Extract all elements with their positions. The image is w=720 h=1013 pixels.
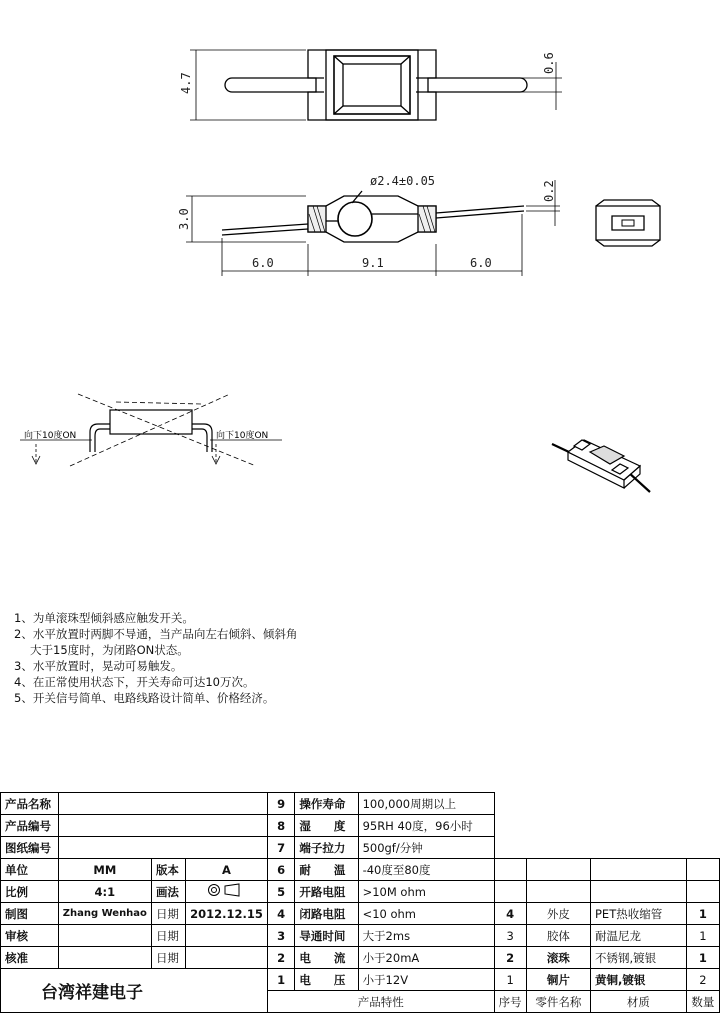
top-window-inner: [343, 64, 401, 106]
projection-symbol: [186, 881, 268, 903]
top-body-outline: [308, 50, 436, 120]
row-8: [1, 815, 720, 837]
side-view: [222, 191, 524, 242]
part-qty: 2: [686, 969, 719, 991]
side-ball: [338, 202, 372, 236]
property-value: 小于20mA: [358, 947, 494, 969]
property-value: -40度至80度: [358, 859, 494, 881]
drawing-number-label: 图纸编号: [1, 837, 59, 859]
product-number-label: 产品编号: [1, 815, 59, 837]
dim-lead-thick-side: 0.2: [542, 180, 556, 202]
parts-header-qty: 数量: [686, 991, 719, 1013]
unit-label: 单位: [1, 859, 59, 881]
note-5: 5、开关信号简单、电路线路设计简单、价格经济。: [14, 691, 275, 705]
dim-body-length: 9.1: [362, 256, 384, 270]
part-material: PET热收缩管: [591, 903, 687, 925]
property-value: 95RH 40度，96小时: [358, 815, 494, 837]
title-block: [0, 792, 720, 1013]
tilt-label-left: 向下10度ON: [24, 431, 77, 441]
note-3: 3、水平放置时，晃动可易触发。: [14, 659, 183, 673]
dim-right-lead: 6.0: [470, 256, 492, 270]
part-no: 3: [494, 925, 526, 947]
side-left-lead: [222, 224, 308, 235]
top-left-lead: [225, 78, 324, 92]
part-name: 滚珠: [526, 947, 590, 969]
property-value: 小于12V: [358, 969, 494, 991]
dim-left-lead: 6.0: [252, 256, 274, 270]
top-view: [225, 50, 527, 120]
tilt-diagram: [20, 394, 282, 466]
note-1: 1、为单滚珠型倾斜感应触发开关。: [14, 611, 194, 625]
check-label: 审核: [1, 925, 59, 947]
part-material: 黄铜,镀银: [591, 969, 687, 991]
row-3: [1, 925, 720, 947]
check-date-label: 日期: [151, 925, 185, 947]
property-name: 电 流: [295, 947, 358, 969]
projection-symbol-icon: [207, 883, 247, 897]
note-2: 2、水平放置时两脚不导通，当产品向左右倾斜、倾斜角: [14, 627, 298, 641]
tilt-right-leg: [192, 424, 212, 452]
part-no: 2: [494, 947, 526, 969]
property-value: 500gf/分钟: [358, 837, 494, 859]
parts-header-name: 零件名称: [526, 991, 590, 1013]
row-5: [1, 881, 720, 903]
dim-lead-thickness: 0.6: [542, 52, 556, 74]
property-no: 3: [267, 925, 294, 947]
top-right-lead: [416, 78, 527, 92]
approve-label: 核准: [1, 947, 59, 969]
property-value: <10 ohm: [358, 903, 494, 925]
top-dimension-lines: [190, 50, 562, 120]
property-value: >10M ohm: [358, 881, 494, 903]
property-no: 1: [267, 969, 294, 991]
property-value: 100,000周期以上: [358, 793, 494, 815]
end-view: [596, 200, 660, 246]
property-name: 电 压: [295, 969, 358, 991]
property-no: 9: [267, 793, 294, 815]
row-6: [1, 859, 720, 881]
version-value: A: [186, 859, 268, 881]
drawn-label: 制图: [1, 903, 59, 925]
dim-height-side: 3.0: [177, 208, 191, 230]
property-name: 闭路电阻: [295, 903, 358, 925]
property-no: 8: [267, 815, 294, 837]
dim-ball-diameter: ø2.4±0.05: [370, 174, 436, 188]
dim-height-top: 4.7: [179, 72, 193, 94]
properties-header: 产品特性: [267, 991, 494, 1013]
row-7: [1, 837, 720, 859]
property-name: 开路电阻: [295, 881, 358, 903]
top-window-outer: [334, 56, 410, 114]
parts-header-material: 材质: [591, 991, 687, 1013]
approve-date-label: 日期: [151, 947, 185, 969]
note-2b: 大于15度时，为闭路ON状态。: [30, 643, 189, 657]
property-name: 导通时间: [295, 925, 358, 947]
property-no: 5: [267, 881, 294, 903]
product-name-value: [58, 793, 267, 815]
company-name: 台湾祥建电子: [1, 969, 268, 1013]
part-material: 耐温尼龙: [591, 925, 687, 947]
note-4: 4、在正常使用状态下，开关寿命可达10万次。: [14, 675, 255, 689]
part-qty: 1: [686, 947, 719, 969]
property-name: 操作寿命: [295, 793, 358, 815]
date-label: 日期: [151, 903, 185, 925]
tilt-left-leg: [90, 424, 110, 452]
drawn-value: Zhang Wenhao: [58, 903, 151, 925]
product-number-value: [58, 815, 267, 837]
unit-value: MM: [58, 859, 151, 881]
part-no: 1: [494, 969, 526, 991]
property-no: 7: [267, 837, 294, 859]
date-value: 2012.12.15: [186, 903, 268, 925]
side-right-lead: [436, 206, 524, 218]
row-2: [1, 947, 720, 969]
tilt-body: [110, 410, 192, 434]
part-name: 胶体: [526, 925, 590, 947]
property-name: 端子拉力: [295, 837, 358, 859]
property-no: 6: [267, 859, 294, 881]
part-name: 铜片: [526, 969, 590, 991]
property-no: 2: [267, 947, 294, 969]
product-name-label: 产品名称: [1, 793, 59, 815]
property-value: 大于2ms: [358, 925, 494, 947]
tilt-label-right: 向下10度ON: [216, 431, 269, 441]
version-label: 版本: [151, 859, 185, 881]
property-no: 4: [267, 903, 294, 925]
isometric-view: [552, 440, 650, 492]
drawing-number-value: [58, 837, 267, 859]
part-material: 不锈钢,镀银: [591, 947, 687, 969]
row-1: [1, 969, 720, 991]
row-9: [1, 793, 720, 815]
scale-value: 4:1: [58, 881, 151, 903]
scale-label: 比例: [1, 881, 59, 903]
property-name: 湿 度: [295, 815, 358, 837]
projection-label: 画法: [151, 881, 185, 903]
row-4: [1, 903, 720, 925]
part-qty: 1: [686, 903, 719, 925]
part-name: 外皮: [526, 903, 590, 925]
property-name: 耐 温: [295, 859, 358, 881]
part-no: 4: [494, 903, 526, 925]
parts-header-no: 序号: [494, 991, 526, 1013]
part-qty: 1: [686, 925, 719, 947]
